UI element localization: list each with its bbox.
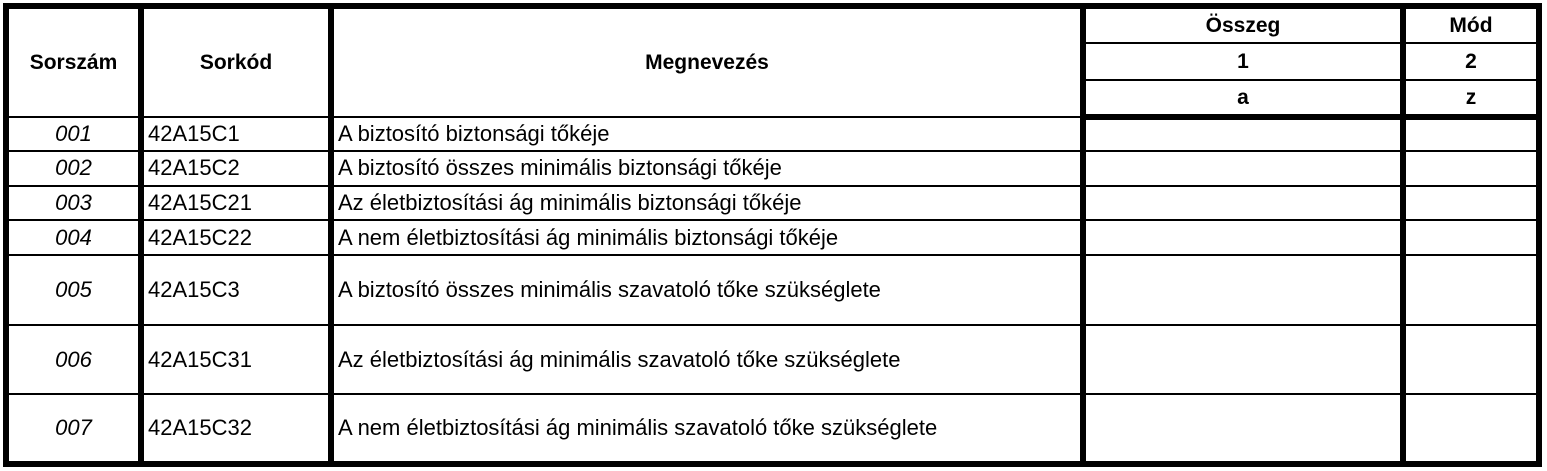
row-name: A biztosító összes minimális szavatoló tőke szükséglete — [331, 255, 1083, 325]
table-row — [6, 255, 1539, 325]
row-code: 42A15C22 — [141, 220, 331, 255]
row-code: 42A15C3 — [141, 255, 331, 325]
mod-cell[interactable] — [1403, 255, 1539, 325]
row-number: 005 — [6, 255, 141, 325]
row-name: Az életbiztosítási ág minimális szavatoló tőke szükséglete — [331, 325, 1083, 395]
row-number: 003 — [6, 186, 141, 221]
row-code: 42A15C31 — [141, 325, 331, 395]
table-row — [6, 220, 1539, 255]
table-row — [6, 394, 1539, 464]
osszeg-cell[interactable] — [1083, 394, 1403, 464]
mod-cell[interactable] — [1403, 394, 1539, 464]
row-name: Az életbiztosítási ág minimális biztonsági tőkéje — [331, 186, 1083, 221]
mod-cell[interactable] — [1403, 186, 1539, 221]
row-code: 42A15C2 — [141, 151, 331, 186]
osszeg-cell[interactable] — [1083, 255, 1403, 325]
row-code: 42A15C1 — [141, 117, 331, 151]
table-row — [6, 151, 1539, 186]
table-row — [6, 117, 1539, 151]
row-code: 42A15C21 — [141, 186, 331, 221]
row-name: A nem életbiztosítási ág minimális biztonsági tőkéje — [331, 220, 1083, 255]
mod-cell[interactable] — [1403, 325, 1539, 395]
header-megnevezes: Megnevezés — [331, 6, 1083, 117]
osszeg-cell[interactable] — [1083, 325, 1403, 395]
mod-cell[interactable] — [1403, 117, 1539, 151]
osszeg-cell[interactable] — [1083, 151, 1403, 186]
row-name: A biztosító biztonsági tőkéje — [331, 117, 1083, 151]
header-osszeg-num: 1 — [1083, 43, 1403, 80]
header-mod-num: 2 — [1403, 43, 1539, 80]
mod-cell[interactable] — [1403, 151, 1539, 186]
header-sorkod: Sorkód — [141, 6, 331, 117]
row-number: 004 — [6, 220, 141, 255]
header-sorszam: Sorszám — [6, 6, 141, 117]
header-mod: Mód — [1403, 6, 1539, 43]
osszeg-cell[interactable] — [1083, 117, 1403, 151]
header-mod-code: z — [1403, 80, 1539, 117]
row-name: A nem életbiztosítási ág minimális szavatoló tőke szükséglete — [331, 394, 1083, 464]
table-row — [6, 325, 1539, 395]
row-name: A biztosító összes minimális biztonsági tőkéje — [331, 151, 1083, 186]
row-code: 42A15C32 — [141, 394, 331, 464]
row-number: 006 — [6, 325, 141, 395]
row-number: 007 — [6, 394, 141, 464]
row-number: 002 — [6, 151, 141, 186]
header-osszeg: Összeg — [1083, 6, 1403, 43]
header-osszeg-code: a — [1083, 80, 1403, 117]
table-row — [6, 186, 1539, 221]
row-number: 001 — [6, 117, 141, 151]
osszeg-cell[interactable] — [1083, 186, 1403, 221]
capital-requirements-table — [3, 3, 1542, 467]
mod-cell[interactable] — [1403, 220, 1539, 255]
osszeg-cell[interactable] — [1083, 220, 1403, 255]
